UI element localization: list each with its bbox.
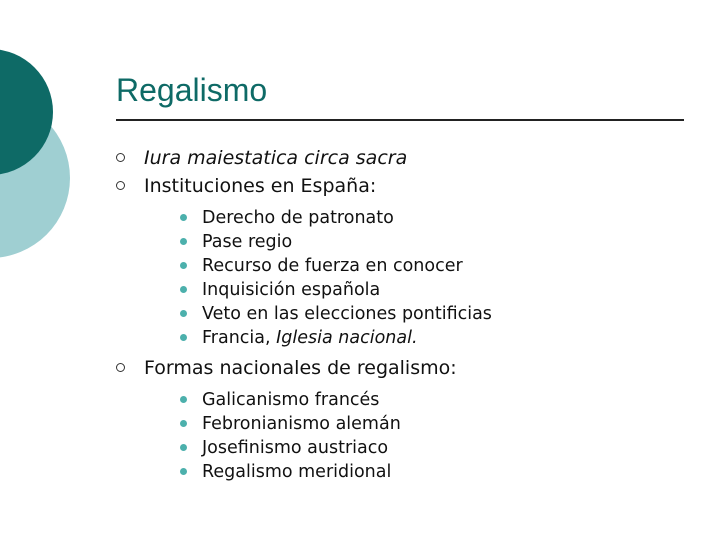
sub-bullet: [174, 388, 706, 412]
hollow-circle-bullet-icon: [116, 363, 125, 372]
sub-bullet-text: Pase regio: [202, 232, 293, 252]
bullet-list: [116, 144, 706, 488]
hollow-circle-bullet-icon: [116, 153, 125, 162]
dot-bullet-icon: [180, 396, 187, 403]
bullet-instituciones: [116, 172, 706, 354]
bullet-iura: [116, 144, 706, 172]
title-underline: [116, 119, 684, 121]
sub-bullet-text: Regalismo meridional: [202, 462, 392, 482]
sub-bullet: [174, 206, 706, 230]
dot-bullet-icon: [180, 310, 187, 317]
sub-bullet: [174, 278, 706, 302]
sub-bullet: [174, 254, 706, 278]
bullet-text: Iura maiestatica circa sacra: [144, 147, 408, 169]
sub-bullet-text: Galicanismo francés: [202, 390, 380, 410]
bullet-text: Instituciones en España:: [144, 175, 377, 197]
sub-bullet-italic-text: Iglesia nacional.: [276, 328, 418, 348]
dot-bullet-icon: [180, 444, 187, 451]
decorative-circles: [0, 0, 120, 300]
bullet-text: Formas nacionales de regalismo:: [144, 357, 457, 379]
hollow-circle-bullet-icon: [116, 181, 125, 190]
dot-bullet-icon: [180, 214, 187, 221]
slide-title: Regalismo: [116, 72, 268, 108]
dot-bullet-icon: [180, 334, 187, 341]
sub-bullet-text: Francia,: [202, 328, 277, 348]
sub-bullet-text: Recurso de fuerza en conocer: [202, 256, 463, 276]
dot-bullet-icon: [180, 468, 187, 475]
sub-bullet: [174, 302, 706, 326]
dot-bullet-icon: [180, 420, 187, 427]
sub-bullet: [174, 412, 706, 436]
dot-bullet-icon: [180, 286, 187, 293]
sub-bullet: [174, 230, 706, 254]
dot-bullet-icon: [180, 262, 187, 269]
sub-list-formas: [174, 382, 706, 488]
sub-list-instituciones: [174, 200, 706, 354]
sub-bullet: [174, 460, 706, 484]
sub-bullet-text: Inquisición española: [202, 280, 381, 300]
sub-bullet-text: Veto en las elecciones pontificias: [202, 304, 492, 324]
sub-bullet: [174, 326, 706, 350]
bullet-formas-nacionales: [116, 354, 706, 488]
sub-bullet-text: Josefinismo austriaco: [202, 438, 389, 458]
sub-bullet-text: Febronianismo alemán: [202, 414, 401, 434]
dot-bullet-icon: [180, 238, 187, 245]
sub-bullet: [174, 436, 706, 460]
sub-bullet-text: Derecho de patronato: [202, 208, 394, 228]
